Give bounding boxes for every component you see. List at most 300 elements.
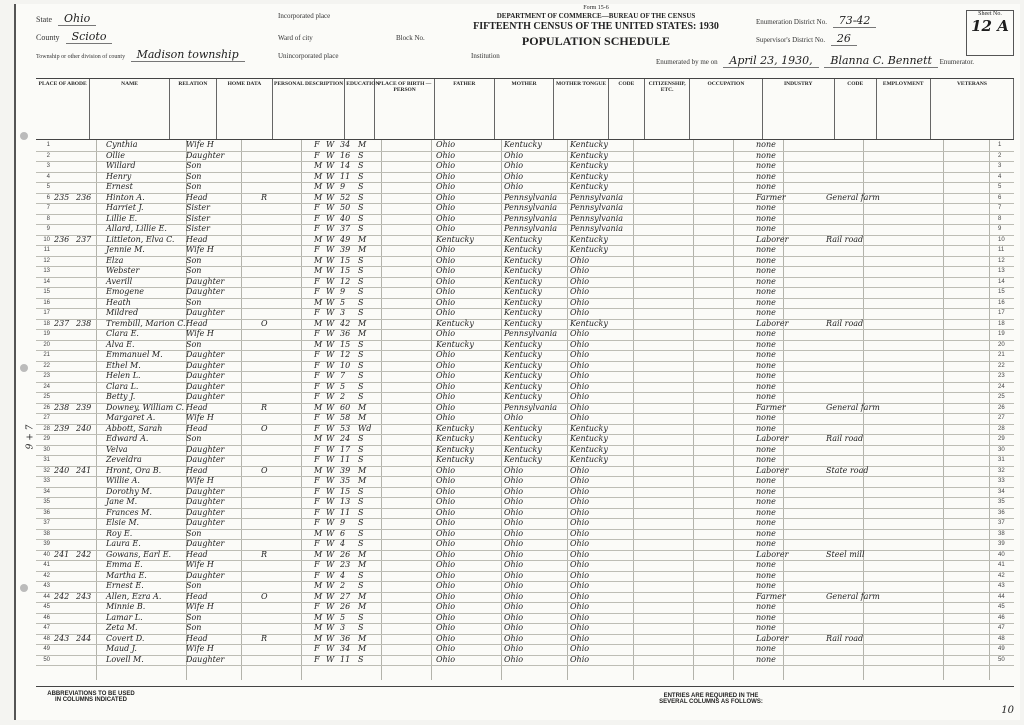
cell-mother: Kentucky xyxy=(570,318,608,328)
cell-rel: Daughter xyxy=(186,497,225,506)
cell-ms: M xyxy=(358,476,367,485)
cell-race: W xyxy=(326,266,335,275)
cell-mother: Kentucky xyxy=(570,171,608,181)
column-header: EMPLOYMENT xyxy=(877,79,931,139)
cell-race: W xyxy=(326,423,335,433)
cell-race: W xyxy=(326,413,335,422)
cell-father: Kentucky xyxy=(504,423,542,433)
cell-no: 43 xyxy=(43,583,50,589)
cell-name: Roy E. xyxy=(106,528,133,538)
cell-rel: Son xyxy=(186,266,202,275)
column-header: VETERANS xyxy=(931,79,1014,139)
cell-sex: F xyxy=(314,476,320,485)
cell-age: 26 xyxy=(340,549,351,559)
cell-ms: S xyxy=(358,266,364,275)
cell-father: Ohio xyxy=(504,612,524,622)
cell-ms: S xyxy=(358,507,364,517)
cell-age: 4 xyxy=(340,539,346,548)
cell-rel: Sister xyxy=(186,224,210,233)
cell-sex: M xyxy=(314,161,323,170)
cell-rel: Head xyxy=(186,591,208,601)
cell-no: 31 xyxy=(43,457,50,463)
cell-race: W xyxy=(326,213,335,223)
cell-birth: Ohio xyxy=(436,633,456,643)
cell-race: W xyxy=(326,329,335,338)
cell-race: W xyxy=(326,560,335,569)
cell-rel: Daughter xyxy=(186,360,225,370)
cell-father: Ohio xyxy=(504,171,524,181)
cell-birth: Ohio xyxy=(436,308,456,317)
cell-dw: 240 xyxy=(54,465,70,475)
cell-rel: Son xyxy=(186,581,202,590)
cell-ind: Rail road xyxy=(826,318,864,328)
township-value: Madison township xyxy=(131,48,245,62)
footer-entries: ENTRIES ARE REQUIRED IN THE SEVERAL COLUMNS AS FOLLOWS: xyxy=(659,693,763,705)
cell-rel: Son xyxy=(186,255,202,265)
cell-sex: F xyxy=(314,486,320,496)
cell-line-number-right: 40 xyxy=(998,551,1005,558)
cell-rel: Daughter xyxy=(186,455,225,464)
cell-ms: S xyxy=(358,497,364,506)
cell-sex: F xyxy=(314,381,320,391)
cell-no: 36 xyxy=(43,509,50,516)
cell-father: Kentucky xyxy=(504,297,542,307)
cell-occ: Laborer xyxy=(756,434,789,443)
cell-birth: Ohio xyxy=(436,581,456,590)
cell-ms: S xyxy=(358,528,364,538)
cell-name: Alva E. xyxy=(106,339,135,349)
form-footer xyxy=(36,686,1014,717)
cell-age: 40 xyxy=(340,213,351,223)
cell-name: Webster xyxy=(106,266,140,275)
cell-rel: Sister xyxy=(186,213,210,223)
cell-name: Jane M. xyxy=(106,497,138,506)
cell-occ: none xyxy=(756,581,776,590)
cell-line-number-right: 11 xyxy=(998,247,1005,253)
cell-name: Zeta M. xyxy=(106,623,138,632)
cell-line-number-right: 19 xyxy=(998,331,1005,337)
cell-no: 23 xyxy=(43,373,50,379)
cell-ms: S xyxy=(358,434,364,443)
cell-sex: F xyxy=(314,602,320,611)
cell-ms: M xyxy=(358,402,367,412)
cell-line-number-right: 24 xyxy=(998,383,1005,390)
cell-age: 9 xyxy=(340,518,346,527)
cell-line-number-right: 39 xyxy=(998,541,1005,547)
state-value: Ohio xyxy=(58,12,96,26)
cell-mother: Ohio xyxy=(570,623,590,632)
cell-ind: General farm xyxy=(826,591,880,601)
table-row xyxy=(36,655,1014,667)
cell-birth: Ohio xyxy=(436,150,456,160)
cell-birth: Ohio xyxy=(436,413,456,422)
cell-birth: Ohio xyxy=(436,528,456,538)
cell-occ: none xyxy=(756,266,776,275)
cell-age: 16 xyxy=(340,150,351,160)
cell-no: 8 xyxy=(46,215,50,222)
cell-name: Edward A. xyxy=(106,434,149,443)
cell-line-number-right: 18 xyxy=(998,320,1005,327)
column-header: FATHER xyxy=(435,79,495,139)
cell-mother: Ohio xyxy=(570,255,590,265)
cell-fam: 239 xyxy=(76,402,92,412)
cell-age: 34 xyxy=(340,644,351,653)
cell-birth: Ohio xyxy=(436,371,456,380)
cell-name: Clara E. xyxy=(106,329,139,338)
cell-mother: Kentucky xyxy=(570,444,608,454)
cell-race: W xyxy=(326,308,335,317)
sheet-number: 12 A xyxy=(971,17,1009,35)
cell-rel: Son xyxy=(186,171,202,181)
cell-sex: M xyxy=(314,339,323,349)
cell-race: W xyxy=(326,602,335,611)
cell-name: Gowans, Earl E. xyxy=(106,549,172,559)
cell-ms: S xyxy=(358,308,364,317)
cell-ms: S xyxy=(358,161,364,170)
cell-fam: 240 xyxy=(76,423,92,433)
cell-own: R xyxy=(261,633,268,643)
schedule-title: POPULATION SCHEDULE xyxy=(521,34,671,48)
cell-sex: M xyxy=(314,266,323,275)
cell-sex: F xyxy=(314,329,320,338)
cell-no: 15 xyxy=(43,289,50,295)
cell-race: W xyxy=(326,171,335,181)
cell-no: 38 xyxy=(43,530,50,537)
cell-birth: Ohio xyxy=(436,360,456,370)
cell-line-number-right: 3 xyxy=(998,163,1002,169)
cell-name: Emma E. xyxy=(106,560,143,569)
cell-dw: 242 xyxy=(54,591,70,601)
cell-father: Kentucky xyxy=(504,392,542,401)
cell-rel: Daughter xyxy=(186,444,225,454)
cell-occ: Farmer xyxy=(756,192,786,202)
cell-no: 33 xyxy=(43,478,50,484)
cell-occ: Farmer xyxy=(756,591,786,601)
cell-ind: General farm xyxy=(826,192,880,202)
cell-ms: S xyxy=(358,255,364,265)
cell-rel: Head xyxy=(186,465,208,475)
cell-birth: Ohio xyxy=(436,203,456,212)
cell-father: Ohio xyxy=(504,182,524,191)
cell-no: 42 xyxy=(43,572,50,579)
cell-sex: F xyxy=(314,360,320,370)
cell-name: Helen L. xyxy=(106,371,141,380)
column-header: MOTHER TONGUE xyxy=(554,79,608,139)
cell-race: W xyxy=(326,581,335,590)
cell-age: 13 xyxy=(340,497,351,506)
cell-mother: Ohio xyxy=(570,413,590,422)
cell-no: 17 xyxy=(43,310,50,316)
cell-line-number-right: 9 xyxy=(998,226,1002,232)
cell-no: 3 xyxy=(46,163,50,169)
cell-line-number-right: 45 xyxy=(998,604,1005,610)
cell-no: 11 xyxy=(43,247,50,253)
enumerated-field: Enumerated by me on April 23, 1930, Blanna C. Bennett Enumerator. xyxy=(656,54,975,67)
cell-mother: Ohio xyxy=(570,350,590,359)
cell-name: Hinton A. xyxy=(106,192,145,202)
cell-race: W xyxy=(326,371,335,380)
cell-sex: M xyxy=(314,591,323,601)
cell-occ: none xyxy=(756,339,776,349)
punch-hole xyxy=(20,584,28,592)
punch-hole xyxy=(20,364,28,372)
census-sheet xyxy=(14,4,1020,720)
cell-rel: Head xyxy=(186,549,208,559)
ward-field: Ward of city xyxy=(278,34,313,42)
cell-name: Hront, Ora B. xyxy=(106,465,162,475)
cell-age: 53 xyxy=(340,423,351,433)
supervisor-value: 26 xyxy=(831,32,857,46)
cell-race: W xyxy=(326,476,335,485)
cell-line-number-right: 44 xyxy=(998,593,1005,600)
cell-ms: S xyxy=(358,150,364,160)
cell-occ: Farmer xyxy=(756,402,786,412)
cell-mother: Kentucky xyxy=(570,161,608,170)
cell-no: 37 xyxy=(43,520,50,526)
cell-birth: Ohio xyxy=(436,192,456,202)
cell-age: 4 xyxy=(340,570,346,580)
cell-line-number-right: 50 xyxy=(998,656,1005,663)
form-number: Form 15-6 xyxy=(583,5,609,11)
cell-no: 24 xyxy=(43,383,50,390)
cell-line-number-right: 33 xyxy=(998,478,1005,484)
cell-rel: Son xyxy=(186,297,202,307)
cell-rel: Daughter xyxy=(186,350,225,359)
cell-mother: Ohio xyxy=(570,371,590,380)
cell-sex: F xyxy=(314,150,320,160)
cell-name: Betty J. xyxy=(106,392,136,401)
cell-sex: M xyxy=(314,234,323,244)
cell-birth: Ohio xyxy=(436,549,456,559)
cell-mother: Ohio xyxy=(570,654,590,664)
cell-ms: S xyxy=(358,486,364,496)
cell-mother: Pennsylvania xyxy=(570,224,624,233)
column-header: OCCUPATION xyxy=(690,79,762,139)
cell-name: Frances M. xyxy=(106,507,152,517)
cell-own: R xyxy=(261,192,268,202)
cell-birth: Ohio xyxy=(436,476,456,485)
cell-occ: none xyxy=(756,612,776,622)
cell-birth: Ohio xyxy=(436,539,456,548)
cell-rel: Wife H xyxy=(186,476,214,485)
cell-occ: none xyxy=(756,213,776,223)
cell-ind: State road xyxy=(826,465,869,475)
cell-father: Kentucky xyxy=(504,276,542,286)
cell-line-number-right: 28 xyxy=(998,425,1005,432)
cell-occ: none xyxy=(756,476,776,485)
cell-no: 41 xyxy=(43,562,50,568)
cell-sex: F xyxy=(314,308,320,317)
cell-birth: Kentucky xyxy=(436,434,474,443)
cell-birth: Ohio xyxy=(436,245,456,254)
county-value: Scioto xyxy=(66,30,113,44)
institution-field: Institution xyxy=(471,52,500,60)
cell-rel: Daughter xyxy=(186,539,225,548)
cell-rel: Daughter xyxy=(186,654,225,664)
cell-birth: Ohio xyxy=(436,465,456,475)
cell-race: W xyxy=(326,392,335,401)
cell-ms: M xyxy=(358,329,367,338)
cell-birth: Ohio xyxy=(436,402,456,412)
cell-age: 50 xyxy=(340,203,351,212)
cell-no: 2 xyxy=(46,152,50,159)
cell-name: Jennie M. xyxy=(106,245,145,254)
cell-occ: none xyxy=(756,224,776,233)
cell-father: Ohio xyxy=(504,486,524,496)
cell-occ: none xyxy=(756,392,776,401)
cell-no: 25 xyxy=(43,394,50,400)
cell-name: Allard, Lillie E. xyxy=(106,224,167,233)
cell-occ: none xyxy=(756,360,776,370)
cell-occ: none xyxy=(756,171,776,181)
cell-age: 58 xyxy=(340,413,351,422)
cell-ms: M xyxy=(358,602,367,611)
cell-race: W xyxy=(326,360,335,370)
cell-ms: M xyxy=(358,245,367,254)
cell-rel: Wife H xyxy=(186,245,214,254)
cell-father: Kentucky xyxy=(504,444,542,454)
cell-age: 52 xyxy=(340,192,351,202)
cell-father: Kentucky xyxy=(504,371,542,380)
cell-line-number-right: 5 xyxy=(998,184,1002,190)
cell-no: 18 xyxy=(43,320,50,327)
cell-race: W xyxy=(326,224,335,233)
cell-rel: Daughter xyxy=(186,518,225,527)
cell-mother: Kentucky xyxy=(570,140,608,149)
cell-father: Kentucky xyxy=(504,455,542,464)
cell-rel: Head xyxy=(186,192,208,202)
cell-age: 15 xyxy=(340,255,351,265)
cell-sex: F xyxy=(314,350,320,359)
cell-name: Ollie xyxy=(106,150,125,160)
cell-father: Kentucky xyxy=(504,266,542,275)
cell-father: Ohio xyxy=(504,518,524,527)
cell-sex: M xyxy=(314,549,323,559)
cell-dw: 235 xyxy=(54,192,70,202)
cell-ms: S xyxy=(358,539,364,548)
cell-race: W xyxy=(326,486,335,496)
cell-race: W xyxy=(326,455,335,464)
cell-no: 19 xyxy=(43,331,50,337)
cell-no: 6 xyxy=(46,194,50,201)
cell-birth: Ohio xyxy=(436,654,456,664)
cell-age: 11 xyxy=(340,654,351,664)
cell-line-number-right: 23 xyxy=(998,373,1005,379)
cell-name: Martha E. xyxy=(106,570,147,580)
cell-sex: M xyxy=(314,612,323,622)
cell-race: W xyxy=(326,203,335,212)
cell-father: Pennsylvania xyxy=(504,224,558,233)
cell-race: W xyxy=(326,297,335,307)
cell-age: 42 xyxy=(340,318,351,328)
cell-birth: Ohio xyxy=(436,381,456,391)
cell-line-number-right: 2 xyxy=(998,152,1002,159)
cell-mother: Ohio xyxy=(570,276,590,286)
cell-race: W xyxy=(326,182,335,191)
cell-rel: Wife H xyxy=(186,602,214,611)
cell-line-number-right: 43 xyxy=(998,583,1005,589)
cell-no: 7 xyxy=(46,205,50,211)
cell-mother: Ohio xyxy=(570,476,590,485)
cell-father: Kentucky xyxy=(504,234,542,244)
cell-occ: none xyxy=(756,287,776,296)
cell-sex: F xyxy=(314,507,320,517)
cell-ms: M xyxy=(358,591,367,601)
cell-occ: none xyxy=(756,602,776,611)
cell-line-number-right: 21 xyxy=(998,352,1005,358)
column-header: MOTHER xyxy=(495,79,555,139)
cell-ms: S xyxy=(358,371,364,380)
cell-father: Ohio xyxy=(504,644,524,653)
cell-ms: S xyxy=(358,350,364,359)
cell-fam: 236 xyxy=(76,192,92,202)
cell-mother: Ohio xyxy=(570,581,590,590)
column-header: PLACE OF ABODE xyxy=(36,79,90,139)
cell-dw: 241 xyxy=(54,549,70,559)
cell-sex: F xyxy=(314,654,320,664)
cell-race: W xyxy=(326,591,335,601)
cell-no: 16 xyxy=(43,299,50,306)
cell-birth: Kentucky xyxy=(436,318,474,328)
cell-sex: F xyxy=(314,423,320,433)
cell-birth: Ohio xyxy=(436,224,456,233)
cell-no: 45 xyxy=(43,604,50,610)
cell-mother: Ohio xyxy=(570,329,590,338)
cell-rel: Daughter xyxy=(186,287,225,296)
cell-birth: Ohio xyxy=(436,570,456,580)
cell-occ: none xyxy=(756,518,776,527)
cell-father: Ohio xyxy=(504,497,524,506)
column-header: CITIZENSHIP, ETC. xyxy=(645,79,690,139)
cell-line-number-right: 17 xyxy=(998,310,1005,316)
cell-age: 37 xyxy=(340,224,351,233)
cell-age: 2 xyxy=(340,581,346,590)
cell-mother: Ohio xyxy=(570,602,590,611)
cell-dw: 243 xyxy=(54,633,70,643)
punch-hole xyxy=(20,132,28,140)
cell-name: Minnie B. xyxy=(106,602,146,611)
cell-mother: Ohio xyxy=(570,381,590,391)
cell-race: W xyxy=(326,633,335,643)
cell-age: 26 xyxy=(340,602,351,611)
cell-sex: M xyxy=(314,192,323,202)
cell-ms: M xyxy=(358,140,367,149)
cell-age: 9 xyxy=(340,182,346,191)
cell-birth: Ohio xyxy=(436,350,456,359)
cell-name: Maud J. xyxy=(106,644,137,653)
cell-name: Emogene xyxy=(106,287,144,296)
cell-line-number-right: 13 xyxy=(998,268,1005,274)
cell-age: 36 xyxy=(340,633,351,643)
cell-ms: S xyxy=(358,581,364,590)
cell-fam: 237 xyxy=(76,234,92,244)
cell-mother: Ohio xyxy=(570,486,590,496)
cell-race: W xyxy=(326,287,335,296)
cell-sex: M xyxy=(314,171,323,181)
cell-occ: none xyxy=(756,182,776,191)
cell-ind: Steel mill xyxy=(826,549,865,559)
cell-rel: Daughter xyxy=(186,392,225,401)
cell-father: Ohio xyxy=(504,465,524,475)
cell-race: W xyxy=(326,402,335,412)
cell-birth: Ohio xyxy=(436,213,456,223)
cell-sex: M xyxy=(314,434,323,443)
cell-name: Velva xyxy=(106,444,128,454)
cell-father: Ohio xyxy=(504,528,524,538)
census-title: FIFTEENTH CENSUS OF THE UNITED STATES: 1930 xyxy=(473,21,719,32)
cell-birth: Ohio xyxy=(436,507,456,517)
enumerated-date: April 23, 1930, xyxy=(723,54,818,68)
